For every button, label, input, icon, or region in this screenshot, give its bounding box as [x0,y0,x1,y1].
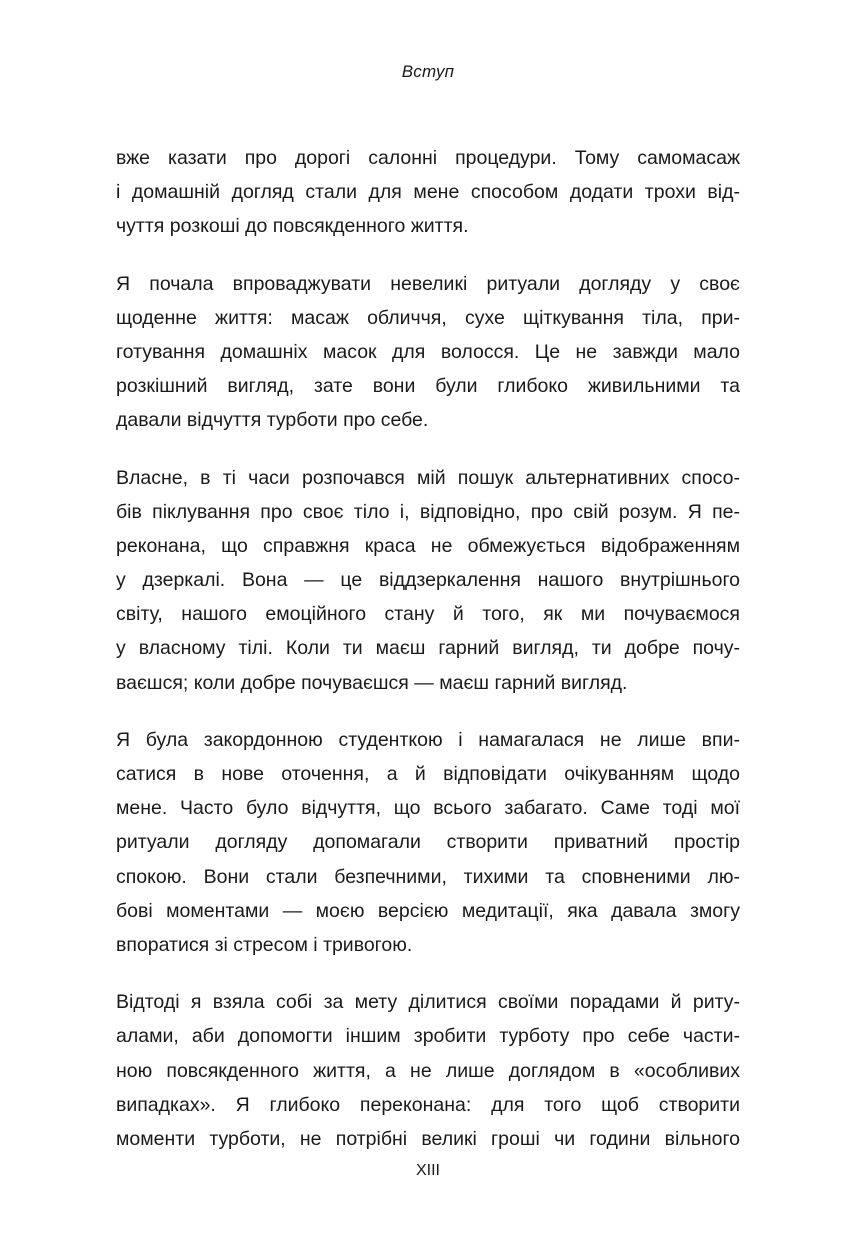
text-line: світу, нашого емоційного стану й того, як ми почуваємося [116,603,740,626]
page-number: XIII [415,1162,440,1179]
text-line: мене. Часто було відчуття, що всього забагато. Саме тоді мої [116,797,740,820]
text-line: ритуали догляду допомагали створити приватний простір [116,831,740,854]
text-line: і домашній догляд стали для мене способом додати трохи від- [116,181,740,204]
text-line: чуття розкоші до повсякденного життя. [116,215,469,238]
text-line: бові моментами — моєю версією медитації, яка давала змогу [116,899,740,922]
text-line: ваєшся; коли добре почуваєшся — маєш гарний вигляд. [116,671,628,694]
paragraph [116,723,740,962]
text-line: Я почала впроваджувати невеликі ритуали догляду у своє [116,272,740,295]
text-line: Я була закордонною студенткою і намагалася не лише впи- [116,728,740,751]
paragraph [116,141,740,244]
paragraph [116,267,740,438]
text-line: впоратися зі стресом і тривогою. [116,933,413,956]
text-line: давали відчуття турботи про себе. [116,409,429,432]
text-line: алами, аби допомогти іншим зробити турботу про себе части- [116,1025,740,1048]
running-head: Вступ [401,62,455,81]
text-line: у дзеркалі. Вона — це віддзеркалення нашого внутрішнього [116,569,740,592]
text-line: Власне, в ті часи розпочався мій пошук альтернативних спосо- [116,466,740,489]
paragraph [116,985,740,1156]
text-line: Відтоді я взяла собі за мету ділитися своїми порадами й риту- [116,991,740,1014]
text-line: вже казати про дорогі салонні процедури. Тому самомасаж [116,147,740,169]
text-line: реконана, що справжня краса не обмежується відображенням [116,534,740,557]
text-line: моменти турботи, не потрібні великі гроші чи години вільного [116,1127,740,1150]
body-text [116,141,740,1179]
text-line: ною повсякденного життя, а не лише доглядом в «особливих [116,1059,740,1082]
text-line: у власному тілі. Коли ти маєш гарний вигляд, ти добре почу- [116,637,740,660]
text-line: спокою. Вони стали безпечними, тихими та сповненими лю- [116,865,740,888]
text-line: розкішний вигляд, зате вони були глибоко живильними та [116,375,740,398]
paragraph [116,461,740,700]
text-line: щоденне життя: масаж обличчя, сухе щіткування тіла, при- [116,306,740,329]
text-line: сатися в нове оточення, а й відповідати очікуванням щодо [116,763,740,785]
text-line: бів піклування про своє тіло і, відповідно, про свій розум. Я пе- [116,500,740,523]
text-line: випадках». Я глибоко переконана: для того щоб створити [116,1093,740,1116]
text-line: готування домашніх масок для волосся. Це не завжди мало [116,340,740,363]
